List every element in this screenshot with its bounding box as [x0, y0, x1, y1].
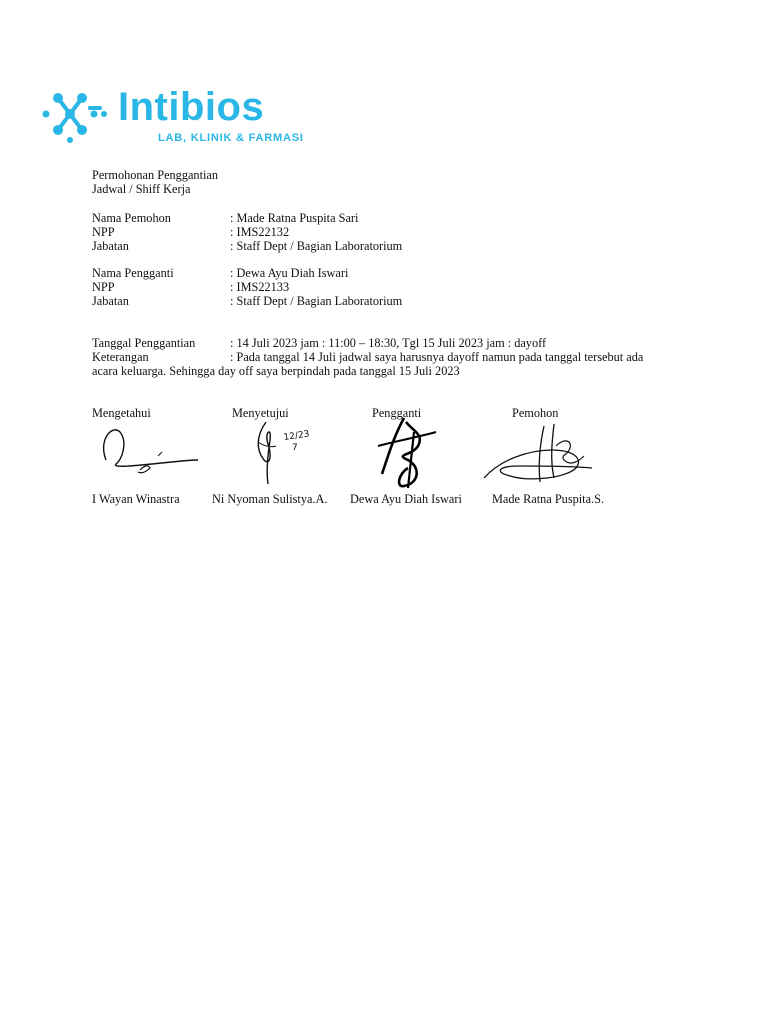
signature-sulistya: [248, 416, 318, 488]
note-value-line2: acara keluarga. Sehingga day off saya berpindah pada tanggal 15 Juli 2023: [92, 364, 460, 378]
molecule-logo-icon: [38, 84, 110, 144]
applicant-npp-label: NPP: [92, 225, 115, 239]
replacement-date-label: Tanggal Penggantian: [92, 336, 196, 350]
signer-name-acknowledged: I Wayan Winastra: [92, 492, 180, 506]
applicant-npp-value: : IMS22132: [230, 225, 290, 239]
signature-winastra: [92, 420, 202, 490]
applicant-position-label: Jabatan: [92, 239, 129, 253]
replacement-npp-value: : IMS22133: [230, 280, 290, 294]
note-value-line1: : Pada tanggal 14 Juli jadwal saya harusnya dayoff namun pada tanggal tersebut ada: [230, 350, 644, 364]
role-acknowledged: Mengetahui: [92, 406, 151, 420]
signature-puspita: [480, 416, 598, 490]
logo-wordmark: Intibios: [118, 85, 265, 129]
document-title-line1: Permohonan Penggantian: [92, 168, 219, 182]
replacement-position-value: : Staff Dept / Bagian Laboratorium: [230, 294, 403, 308]
document-title-line2: Jadwal / Shiff Kerja: [92, 182, 191, 196]
applicant-position-value: : Staff Dept / Bagian Laboratorium: [230, 239, 403, 253]
role-approved: Menyetujui: [232, 406, 289, 420]
note-label: Keterangan: [92, 350, 149, 364]
role-replacement: Pengganti: [372, 406, 422, 420]
svg-text:7: 7: [292, 443, 298, 453]
replacement-name-value: : Dewa Ayu Diah Iswari: [230, 266, 349, 280]
signer-name-approved: Ni Nyoman Sulistya.A.: [212, 492, 328, 506]
signer-name-replacement: Dewa Ayu Diah Iswari: [350, 492, 462, 506]
signer-name-applicant: Made Ratna Puspita.S.: [492, 492, 605, 506]
replacement-position-label: Jabatan: [92, 294, 129, 308]
company-logo: [38, 84, 304, 150]
replacement-name-label: Nama Pengganti: [92, 266, 174, 280]
logo-tagline: LAB, KLINIK & FARMASI: [158, 132, 304, 144]
role-applicant: Pemohon: [512, 406, 559, 420]
signature-iswari: [374, 412, 444, 490]
applicant-name-value: : Made Ratna Puspita Sari: [230, 211, 359, 225]
replacement-npp-label: NPP: [92, 280, 115, 294]
svg-text:12/23: 12/23: [283, 429, 311, 443]
replacement-date-value: : 14 Juli 2023 jam : 11:00 – 18:30, Tgl 15 Juli 2023 jam : dayoff: [230, 336, 547, 350]
applicant-name-label: Nama Pemohon: [92, 211, 171, 225]
